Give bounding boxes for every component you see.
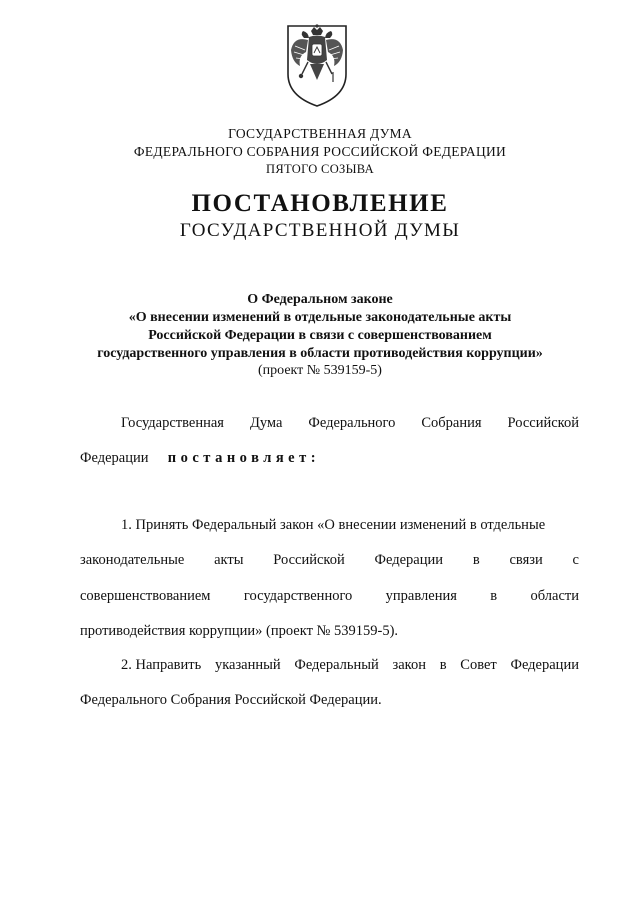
subject-line-3: Российской Федерации в связи с совершенствованием [148, 328, 492, 343]
document-type-title: ПОСТАНОВЛЕНИЕ [191, 190, 449, 217]
preamble-word: Российской [507, 415, 579, 431]
resolves-verb: постановляет: [167, 450, 321, 466]
preamble-word: Федерального [308, 415, 396, 431]
item-2-word: Совет [460, 657, 497, 673]
item-1-word: с [572, 552, 579, 568]
item-2-line-2: Федерального Собрания Российской Федерации. [80, 692, 382, 708]
item-1-word: связи [509, 552, 543, 568]
org-line-2: ФЕДЕРАЛЬНОГО СОБРАНИЯ РОССИЙСКОЙ ФЕДЕРАЦИИ [133, 144, 507, 159]
item-2-word: закон [392, 657, 426, 673]
preamble-word: Собрания [421, 415, 482, 431]
subject-line-1: О Федеральном законе [247, 292, 393, 307]
bill-number: (проект № 539159-5) [258, 363, 382, 378]
item-1-word: совершенствованием [80, 588, 211, 604]
item-1-word: Российской [273, 552, 345, 568]
item-1-line-4: противодействия коррупции» (проект № 539159-5). [80, 623, 399, 639]
item-1-word: управления [385, 588, 457, 604]
item-1-word: законодательные [80, 552, 185, 568]
item-1-word: акты [214, 552, 244, 568]
item-2-word: Федерации [510, 657, 579, 673]
item-2-word: Федеральный [294, 657, 379, 673]
item-2-word: 2. Направить [121, 657, 202, 673]
preamble-word: Дума [249, 415, 283, 431]
preamble-line-1 [121, 414, 579, 432]
item-2-line-1 [121, 656, 579, 674]
item-1-word: в [472, 552, 480, 568]
org-line-1: ГОСУДАРСТВЕННАЯ ДУМА [228, 126, 412, 141]
item-1-line-3 [80, 587, 579, 605]
coat-of-arms-emblem [282, 22, 352, 108]
item-1-word: в [490, 588, 498, 604]
item-2-word: в [439, 657, 447, 673]
item-2-word: указанный [214, 657, 281, 673]
preamble-line-2 [80, 449, 579, 467]
item-1-word: государственного [243, 588, 353, 604]
item-1-line-1: 1. Принять Федеральный закон «О внесении изменений в отдельные [121, 517, 546, 533]
org-line-3: ПЯТОГО СОЗЫВА [266, 162, 374, 176]
preamble-word: Государственная [121, 415, 224, 431]
item-1-word: Федерации [374, 552, 444, 568]
item-1-word: области [530, 588, 579, 604]
document-issuer: ГОСУДАРСТВЕННОЙ ДУМЫ [179, 220, 461, 241]
subject-line-4: государственного управления в области противодействия коррупции» [97, 346, 543, 361]
subject-line-2: «О внесении изменений в отдельные законодательные акты [128, 310, 512, 325]
preamble-text: Федерации [80, 450, 149, 466]
item-1-line-2 [80, 551, 579, 569]
